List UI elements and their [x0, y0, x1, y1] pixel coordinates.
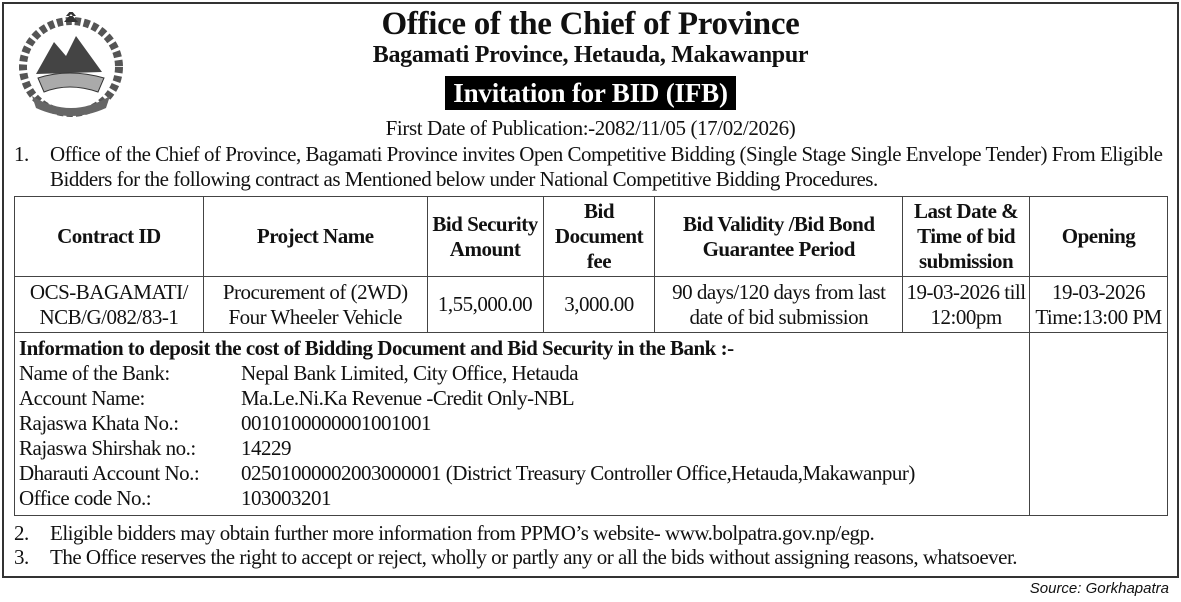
bank-item	[19, 386, 1025, 411]
empty-cell	[1030, 333, 1168, 516]
bank-item-label: Rajaswa Shirshak no.:	[19, 436, 196, 460]
office-address: Bagamati Province, Hetauda, Makawanpur	[372, 42, 809, 68]
col-bid-validity: Bid Validity /Bid Bond Guarantee Period	[655, 197, 903, 277]
bank-item	[19, 411, 1025, 436]
bank-item	[19, 361, 1025, 386]
paragraph-number: 2.	[14, 521, 29, 545]
bank-item-label: Rajaswa Khata No.:	[19, 411, 179, 435]
col-bid-security: Bid Security Amount	[427, 197, 543, 277]
col-contract-id: Contract ID	[15, 197, 204, 277]
col-document-fee: Bid Document fee	[543, 197, 655, 277]
bank-item-label: Dharauti Account No.:	[19, 461, 200, 485]
publication-date: First Date of Publication:-2082/11/05 (17/02/2026)	[385, 116, 796, 140]
cell-last-date: 19-03-2026 till 12:00pm	[903, 277, 1030, 333]
bank-info-row	[15, 333, 1168, 516]
bank-item-value: 02501000002003000001 (District Treasury Controller Office,Hetauda,Makawanpur)	[241, 461, 915, 485]
bank-item	[19, 486, 1025, 511]
cell-bid-validity: 90 days/120 days from last date of bid submission	[655, 277, 903, 333]
paragraph-number: 3.	[14, 545, 29, 569]
contract-table	[14, 196, 1168, 516]
col-last-date: Last Date & Time of bid submission	[903, 197, 1030, 277]
banner-wrap	[0, 76, 1181, 110]
paragraph-number: 1.	[14, 142, 29, 166]
office-title: Office of the Chief of Province	[381, 6, 800, 42]
bank-info-title: Information to deposit the cost of Bidding Document and Bid Security in the Bank :-	[19, 336, 734, 360]
table-header-row	[15, 197, 1168, 277]
ifb-banner: Invitation for BID (IFB)	[445, 76, 735, 110]
cell-document-fee: 3,000.00	[543, 277, 655, 333]
bank-info-cell	[15, 333, 1030, 516]
bank-item-label: Name of the Bank:	[19, 361, 170, 385]
bank-item-value: Nepal Bank Limited, City Office, Hetauda	[241, 361, 579, 385]
bank-item-value: Ma.Le.Ni.Ka Revenue -Credit Only-NBL	[241, 386, 575, 410]
bank-item	[19, 436, 1025, 461]
bank-item-value: 0010100000001001001	[241, 411, 431, 435]
paragraph-2	[14, 521, 874, 546]
paragraph-text: The Office reserves the right to accept or reject, wholly or partly any or all the bids without assigning reasons, whatsoever.	[50, 545, 1018, 569]
bank-item-value: 103003201	[241, 486, 331, 510]
bank-item-value: 14229	[241, 436, 291, 460]
col-opening: Opening	[1030, 197, 1168, 277]
bank-item-label: Account Name:	[19, 386, 145, 410]
cell-opening: 19-03-2026 Time:13:00 PM	[1030, 277, 1168, 333]
table-row	[15, 277, 1168, 333]
cell-contract-id: OCS-BAGAMATI/ NCB/G/082/83-1	[15, 277, 204, 333]
cell-project-name: Procurement of (2WD) Four Wheeler Vehicle	[203, 277, 427, 333]
bank-item-label: Office code No.:	[19, 486, 152, 510]
paragraph-text: Office of the Chief of Province, Bagamati Province invites Open Competitive Bidding (Single Stage Single Envelope Tender) From Eligible Bidders for the following contract as Mentioned below under National Competitive Bidding Procedures.	[50, 142, 1163, 191]
col-project-name: Project Name	[203, 197, 427, 277]
bank-item	[19, 461, 1025, 486]
paragraph-1	[14, 142, 1181, 192]
cell-bid-security: 1,55,000.00	[427, 277, 543, 333]
paragraph-text: Eligible bidders may obtain further more information from PPMO’s website- www.bolpatra.gov.np/egp.	[50, 521, 875, 545]
source-credit: Source: Gorkhapatra	[1029, 580, 1169, 597]
paragraph-3	[14, 545, 1017, 570]
